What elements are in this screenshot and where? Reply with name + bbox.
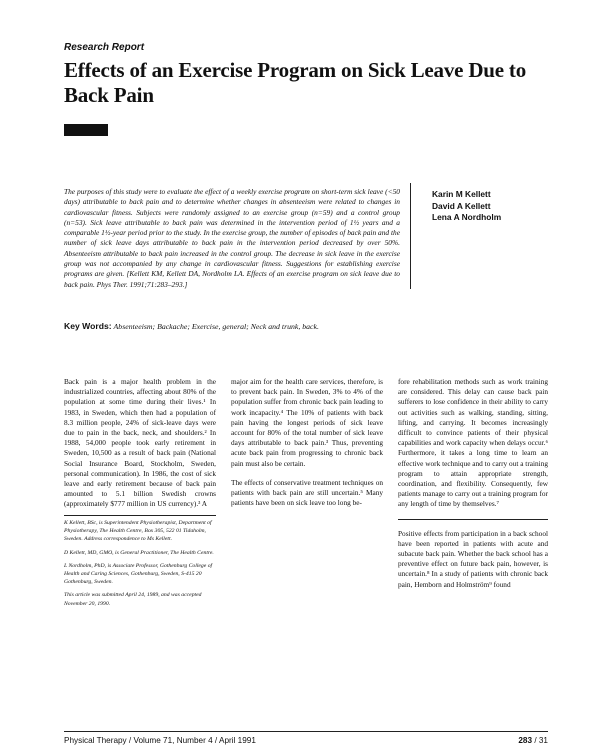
footnote: This article was submitted April 24, 1989, and was accepted November 20, 1990. (64, 592, 202, 607)
footnotes (64, 519, 216, 613)
body-paragraph: major aim for the health care services, therefore, is to prevent back pain. In Sweden, 3% to 4% of the population suffer from chronic back pain leading to work incapacity.⁴ The 10% of patients with back pain having the longest periods of sick leave account for 80% of the total number of sick leave days attributable to back pain.³ Thus, preventing acute back pain from progressing to chronic back pain must also be certain. (231, 377, 383, 468)
body-column-3 (398, 377, 548, 599)
footnote-divider (64, 515, 216, 516)
author-name: Lena A Nordholm (432, 212, 502, 222)
title-decorative-bar (64, 124, 108, 136)
footnote: K Kellett, BSc, is Superintendent Physiotherapist, Department of Physiotherapy, The Health Centre, Box 305, 522 01 Tidaholm, Sweden. Address correspondence to Ms Kellett. (64, 520, 212, 543)
body-column-2 (231, 377, 383, 517)
page-number (518, 736, 548, 745)
article-type-label: Research Report (64, 42, 145, 53)
keywords-value: Absenteeism; Backache; Exercise, general; Neck and trunk, back. (113, 322, 319, 331)
body-paragraph: fore rehabilitation methods such as work training are considered. This delay can cause back pain sufferers to lose confidence in their ability to carry out activities such as walking, standing, sitting, lifting, and carrying. It becomes increasingly difficult to convince patients of their physical capabilities and work capacity when delays occur.⁶ Furthermore, it takes a long time to learn an effective work technique and to carry out a training program to attain appropriate strength, coordination, and flexibility. Consequently, few patients manage to carry out a training program for any length of time by themselves.⁷ (398, 377, 548, 509)
author-name: David A Kellett (432, 200, 491, 211)
body-paragraph: Back pain is a major health problem in the industrialized countries, affecting about 80% of the population at some time during their lives.¹ In 1983, in Sweden, which then had a population of 8.3 million people, 24% of sick-leave days were due to pain in the back, neck, and shoulders.² In 1988, 54,000 people took early retirement in Sweden, 10,500 as a result of back pain (National Social Insurance Board, Stockholm, Sweden, personal communication). In 1986, the cost of sick leave and early retirement because of back pain amounted to 5.1 billion Swedish crowns (approximately $777 million in US currency).³ A (64, 377, 216, 509)
abstract: The purposes of this study were to evaluate the effect of a weekly exercise program on short-term sick leave (<50 days) attributable to back pain and to determine whether changes in absenteeism were related to changes in cardiovascular fitness. Subjects were randomly assigned to an exercise group (n=59) and a control group (n=53). Sick leave attributable to back pain was determined in the intervention period of 1½ years and a comparable 1½-year period prior to the study. In the exercise group, the number of episodes of back pain and the number of sick leave days attributable to back pain in the intervention period decreased by over 50%. Absenteeism attributable to back pain increased in the control group. The decrease in sick leave in the exercise group was not accompanied by any change in cardiovascular fitness. Suggestions for establishing exercise programs are given. [Kellett KM, Kellett DA, Nordholm LA. Effects of an exercise program on sick leave due to back pain. Phys Ther. 1991;71:283–293.] (64, 187, 400, 289)
journal-citation: Physical Therapy / Volume 71, Number 4 / April 1991 (64, 736, 256, 745)
body-paragraph: Positive effects from participation in a back school have been reported in patients with acute and subacute back pain. Whether the back school has a preventive effect on future back pain, however, is uncertain.⁸ In a study of patients with chronic back pain, Hemborn and Holmström⁹ found (398, 519, 548, 590)
author-name: Karin M Kellett (432, 189, 491, 199)
footnote: D Kellett, MD, GMO, is General Practitioner, The Health Centre. (64, 549, 214, 556)
abstract-divider (410, 183, 411, 289)
footer-divider (64, 731, 548, 732)
page-number-secondary: / 31 (534, 736, 548, 745)
author-list (432, 189, 501, 224)
footnote: L Nordholm, PhD, is Associate Professor, Gothenburg College of Health and Caring Sciences, Gothenburg, Sweden, S-415 20 Gothenburg, Sweden. (64, 562, 213, 586)
body-column-1 (64, 377, 216, 519)
body-paragraph: The effects of conservative treatment techniques on patients with back pain are still uncertain.⁵ Many patients have been on sick leave too long be- (231, 477, 383, 508)
page-number-primary: 283 (518, 736, 533, 745)
keywords-label: Key Words: (64, 321, 112, 331)
keywords (64, 321, 544, 331)
article-title: Effects of an Exercise Program on Sick Leave Due to Back Pain (64, 58, 527, 107)
